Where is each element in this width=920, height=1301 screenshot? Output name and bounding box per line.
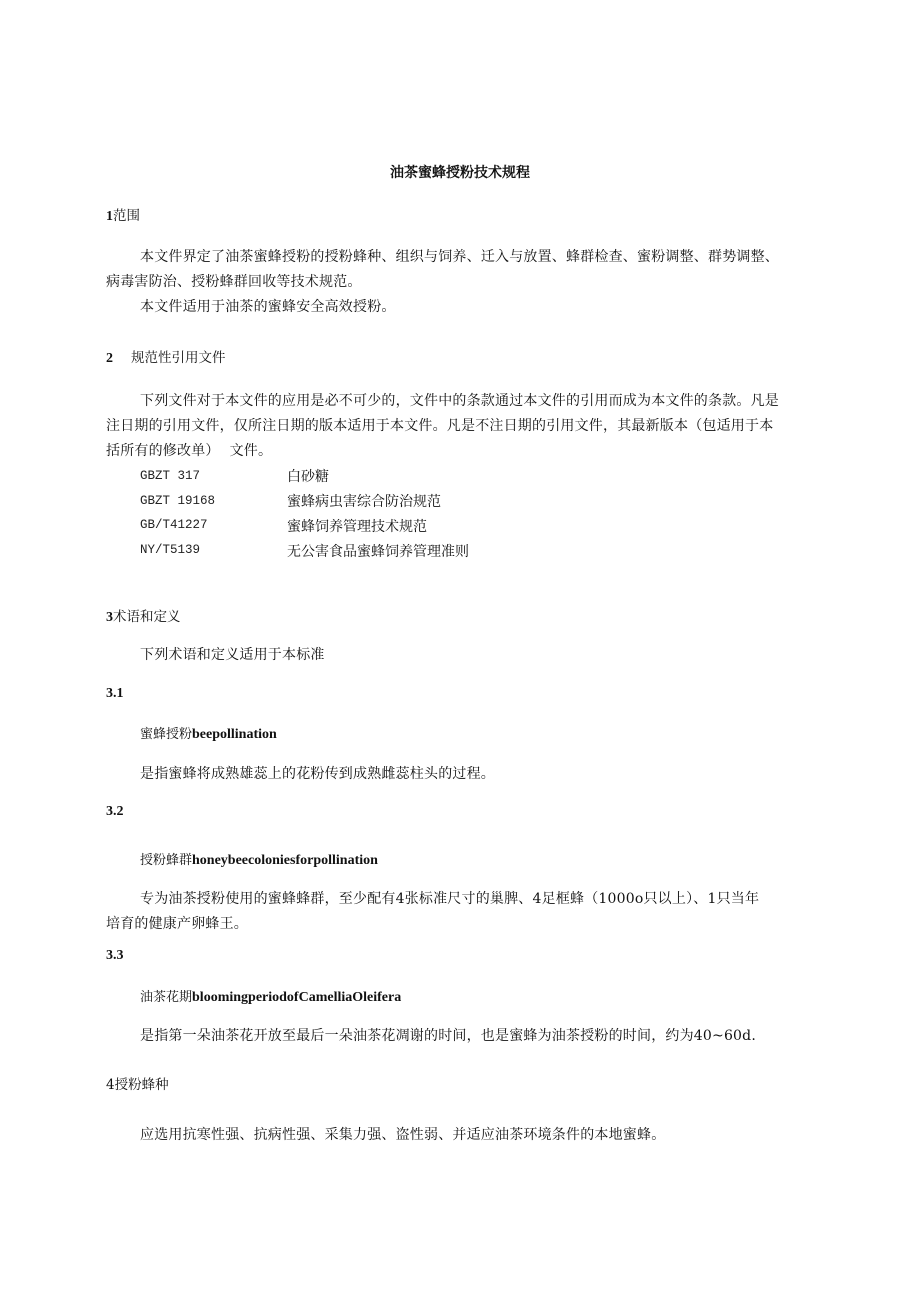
section-4-title: 授粉蜂种 <box>114 1077 169 1093</box>
reference-code: NY/T5139 <box>140 543 201 557</box>
section-2-number: 2 <box>106 351 113 366</box>
reference-code: GB/T41227 <box>140 518 208 532</box>
section-4-paragraph: 应选用抗寒性强、抗病性强、采集力强、盗性弱、并适应油茶环境条件的本地蜜蜂。 <box>140 1127 666 1143</box>
section-1-paragraph-line-2: 病毒害防治、授粉蜂群回收等技术规范。 <box>106 274 362 290</box>
section-3-number: 3 <box>106 610 113 625</box>
term-name-chinese: 授粉蜂群 <box>140 853 193 868</box>
section-4-heading <box>106 1073 169 1093</box>
section-2-paragraph-line-2: 注日期的引用文件，仅所注日期的版本适用于本文件。凡是不注日期的引用文件，其最新版本（包适用于本 <box>106 418 774 434</box>
reference-title: 蜜蜂饲养管理技术规范 <box>287 519 427 535</box>
term-name-chinese: 油茶花期 <box>140 990 193 1005</box>
section-4-number: 4 <box>106 1077 115 1093</box>
term-name-chinese: 蜜蜂授粉 <box>140 727 193 742</box>
reference-title: 白砂糖 <box>287 469 329 485</box>
term-name <box>140 849 378 869</box>
section-2-line-3-part-a: 括所有的修改单） <box>106 443 220 459</box>
document-title: 油茶蜜蜂授粉技术规程 <box>390 165 530 181</box>
section-1-number: 1 <box>106 209 113 224</box>
section-1-applicability: 本文件适用于油茶的蜜蜂安全高效授粉。 <box>140 299 396 315</box>
term-definition-line-2: 培育的健康产卵蜂王。 <box>106 916 248 932</box>
section-3-heading <box>106 605 181 626</box>
term-number: 3.2 <box>106 804 124 819</box>
reference-code: GBZT 317 <box>140 469 201 483</box>
reference-code: GBZT 19168 <box>140 494 216 508</box>
term-name-english: bloomingperiodofCamelliaOleifera <box>192 990 402 1005</box>
reference-title: 无公害食品蜜蜂饲养管理准则 <box>287 544 469 560</box>
term-number: 3.1 <box>106 686 124 701</box>
term-name <box>140 723 277 743</box>
term-name-english: honeybeecoloniesforpollination <box>192 853 378 868</box>
section-2-title: 规范性引用文件 <box>131 350 226 366</box>
section-1-paragraph-line-1: 本文件界定了油茶蜜蜂授粉的授粉蜂种、组织与饲养、迁入与放置、蜂群检查、蜜粉调整、群势调整、 <box>140 249 779 265</box>
term-definition: 是指蜜蜂将成熟雄蕊上的花粉传到成熟雌蕊柱头的过程。 <box>140 766 495 782</box>
section-3-intro: 下列术语和定义适用于本标准 <box>140 647 325 663</box>
term-name-english: beepollination <box>192 727 277 742</box>
section-2-paragraph-line-1: 下列文件对于本文件的应用是必不可少的，文件中的条款通过本文件的引用而成为本文件的条款。凡是 <box>140 393 779 409</box>
section-2-paragraph-line-3 <box>106 440 272 460</box>
section-1-heading <box>106 204 140 225</box>
section-2-line-3-part-b: 文件。 <box>229 443 273 459</box>
term-number: 3.3 <box>106 948 124 963</box>
term-name <box>140 986 401 1006</box>
term-definition-line-1: 专为油茶授粉使用的蜜蜂蜂群，至少配有4张标准尺寸的巢脾、4足框蜂（1000o只以上）、1只当年 <box>140 891 760 907</box>
term-definition: 是指第一朵油茶花开放至最后一朵油茶花凋谢的时间，也是蜜蜂为油茶授粉的时间，约为40~60d. <box>140 1028 756 1044</box>
section-1-title: 范围 <box>113 208 140 224</box>
section-2-heading <box>106 346 226 367</box>
reference-title: 蜜蜂病虫害综合防治规范 <box>287 494 441 510</box>
section-3-title: 术语和定义 <box>113 609 181 625</box>
